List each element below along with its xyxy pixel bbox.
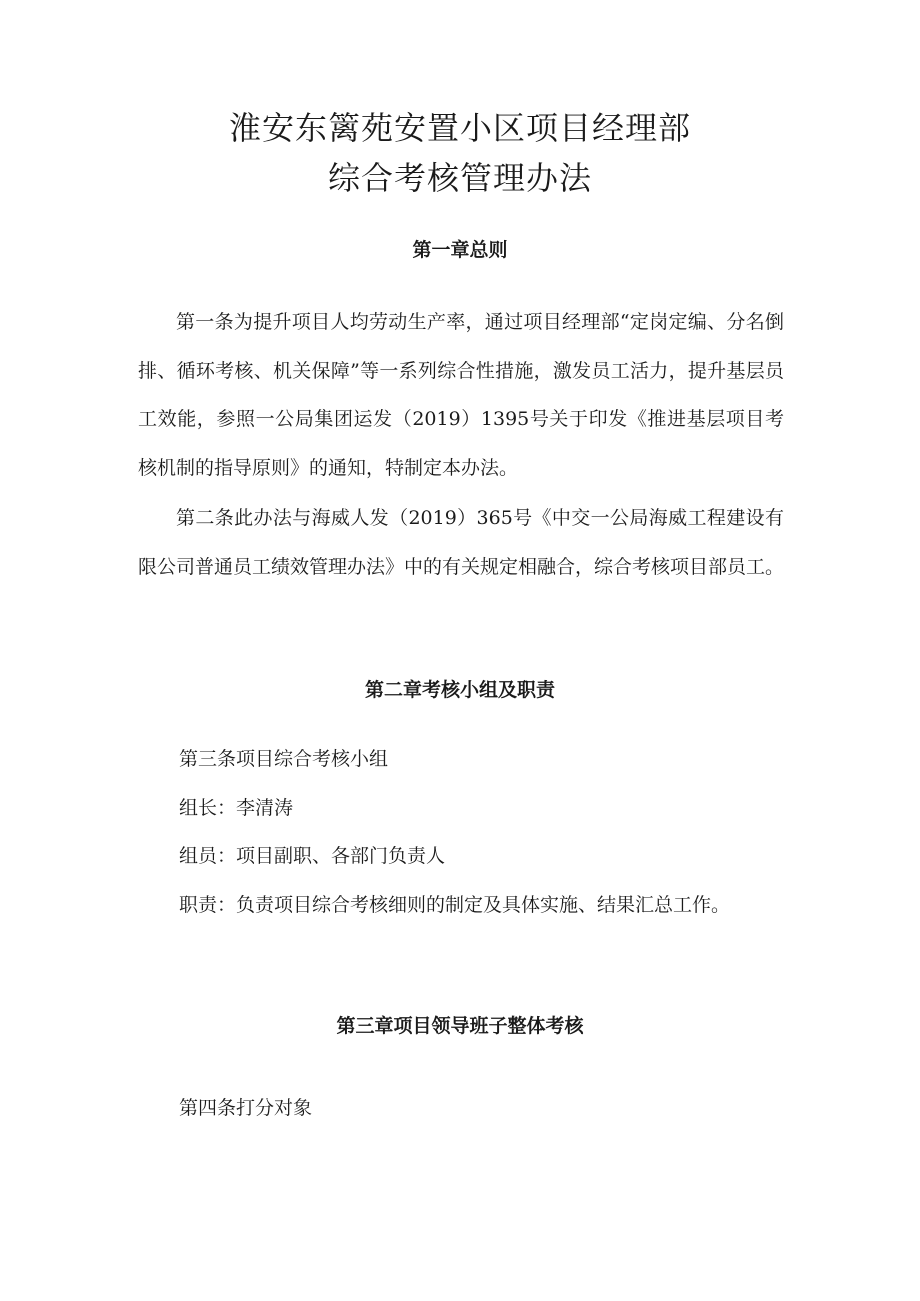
article-3-heading: 第三条项目综合考核小组	[179, 748, 389, 770]
document-title-line-1: 淮安东篱苑安置小区项目经理部	[228, 109, 691, 147]
chapter-2-heading: 第二章考核小组及职责	[364, 679, 555, 701]
document-title-line-2: 综合考核管理办法	[327, 159, 592, 197]
chapter-1-heading: 第一章总则	[412, 239, 508, 261]
article-2-paragraph: 第二条此办法与海威人发（2019）365号《中交一公局海威工程建设有限公司普通员工绩效管理办法》中的有关规定相融合，综合考核项目部员工。	[138, 507, 785, 578]
group-members-line: 组员：项目副职、各部门负责人	[179, 845, 446, 867]
group-leader-line: 组长：李清涛	[179, 797, 294, 819]
article-1-paragraph: 第一条为提升项目人均劳动生产率，通过项目经理部“定岗定编、分名倒排、循环考核、机关保障”等一系列综合性措施，激发员工活力，提升基层员工效能，参照一公局集团运发（2019）1395号关于印发《推进基层项目考核机制的指导原则》的通知，特制定本办法。	[138, 311, 784, 479]
group-duties-line: 职责：负责项目综合考核细则的制定及具体实施、结果汇总工作。	[179, 894, 731, 916]
article-4-heading: 第四条打分对象	[179, 1097, 313, 1119]
chapter-3-heading: 第三章项目领导班子整体考核	[336, 1015, 584, 1037]
